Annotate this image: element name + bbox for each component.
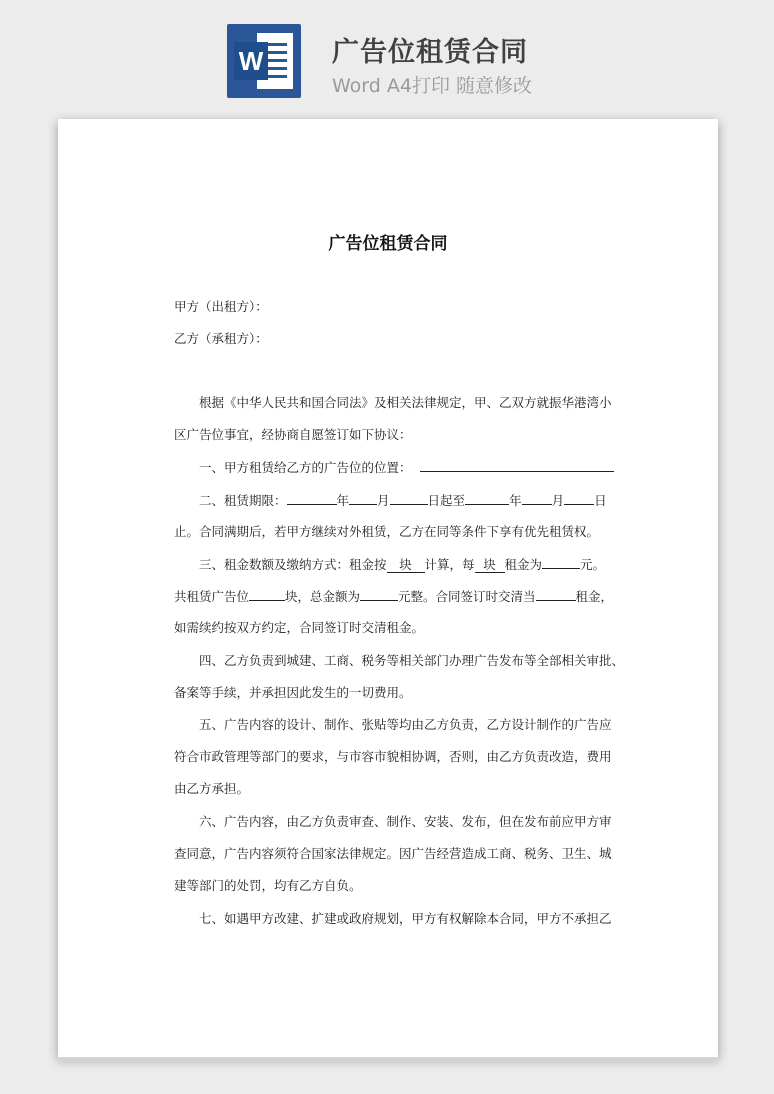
rent-for-text: 租金为	[504, 557, 543, 572]
per-unit-value: 块	[483, 557, 496, 572]
intro-line-1: 根据《中华人民共和国合同法》及相关法律规定，甲、乙双方就振华港湾小	[199, 395, 612, 410]
clause-5-line-2: 符合市政管理等部门的要求，与市容市貌相协调，否则，由乙方负责改造，费用	[174, 749, 612, 764]
per-unit-blank[interactable]	[475, 558, 505, 573]
period-blank[interactable]	[536, 586, 576, 601]
total-spots-text: 共租赁广告位	[174, 589, 250, 604]
clause-6-line-3: 建等部门的处罚，均有乙方自负。	[174, 878, 362, 893]
clause-4-line-1: 四、乙方负责到城建、工商、税务等相关部门办理广告发布等全部相关审批、	[199, 653, 625, 668]
clause-6-line-1: 六、广告内容，由乙方负责审查、制作、安装、发布，但在发布前应甲方审	[199, 814, 612, 829]
from-to-text: 日起至	[427, 493, 466, 508]
yuan-text: 元。	[580, 557, 606, 572]
end-month-blank[interactable]	[522, 490, 552, 505]
clause-6-line-2: 查同意，广告内容须符合国家法律规定。因广告经营造成工商、税务、卫生、城	[174, 846, 612, 861]
clause-4-line-2: 备案等手续，并承担因此发生的一切费用。	[174, 685, 412, 700]
start-year-blank[interactable]	[287, 490, 337, 505]
total-amount-text: 块，总金额为	[285, 589, 361, 604]
clause-2-line-1	[199, 490, 607, 510]
clause-1-text: 一、甲方租赁给乙方的广告位的位置：	[199, 460, 412, 475]
word-letter: W	[234, 42, 268, 80]
word-document-icon	[227, 24, 301, 98]
clause-1	[199, 457, 614, 477]
location-blank[interactable]	[420, 457, 614, 472]
pay-on-sign-text: 元整。合同签订时交清当	[398, 589, 536, 604]
year-text-2: 年	[509, 493, 522, 508]
clause-3-line-2	[174, 586, 613, 606]
month-text-2: 月	[551, 493, 565, 508]
spots-count-blank[interactable]	[249, 586, 285, 601]
party-b-line: 乙方（承租方）：	[174, 331, 268, 346]
header-subtitle: Word A4打印 随意修改	[332, 75, 533, 97]
rent-amount-blank[interactable]	[542, 554, 580, 569]
clause-2-label: 二、租赁期限：	[199, 493, 287, 508]
clause-3-line-1	[199, 554, 605, 574]
clause-5-line-1: 五、广告内容的设计、制作、张贴等均由乙方负责，乙方设计制作的广告应	[199, 717, 612, 732]
rent-text: 租金，	[575, 589, 614, 604]
start-day-blank[interactable]	[390, 490, 428, 505]
calc-text: 计算，每	[424, 557, 475, 572]
page-shadow	[58, 1057, 718, 1067]
end-year-blank[interactable]	[465, 490, 509, 505]
header-title: 广告位租赁合同	[332, 37, 528, 68]
document-page	[58, 119, 718, 1057]
party-a-line: 甲方（出租方）：	[174, 299, 268, 314]
clause-3-line-3: 如需续约按双方约定，合同签订时交清租金。	[174, 620, 425, 635]
day-text: 日	[594, 493, 607, 508]
clause-3-label: 三、租金数额及缴纳方式：租金按	[199, 557, 387, 572]
intro-line-2: 区广告位事宜，经协商自愿签订如下协议：	[174, 427, 412, 442]
rent-unit-value: 块	[399, 557, 412, 572]
total-amount-blank[interactable]	[360, 586, 398, 601]
end-day-blank[interactable]	[564, 490, 594, 505]
page-header	[0, 0, 774, 110]
year-text: 年	[336, 493, 350, 508]
clause-7-line-1: 七、如遇甲方改建、扩建或政府规划，甲方有权解除本合同，甲方不承担乙	[199, 911, 612, 926]
document-title: 广告位租赁合同	[328, 234, 448, 254]
start-month-blank[interactable]	[349, 490, 377, 505]
rent-unit-blank[interactable]	[387, 558, 425, 573]
clause-5-line-3: 由乙方承担。	[174, 781, 250, 796]
month-text: 月	[377, 493, 390, 508]
clause-2-line-2: 止。合同满期后，若甲方继续对外租赁，乙方在同等条件下享有优先租赁权。	[174, 524, 600, 539]
